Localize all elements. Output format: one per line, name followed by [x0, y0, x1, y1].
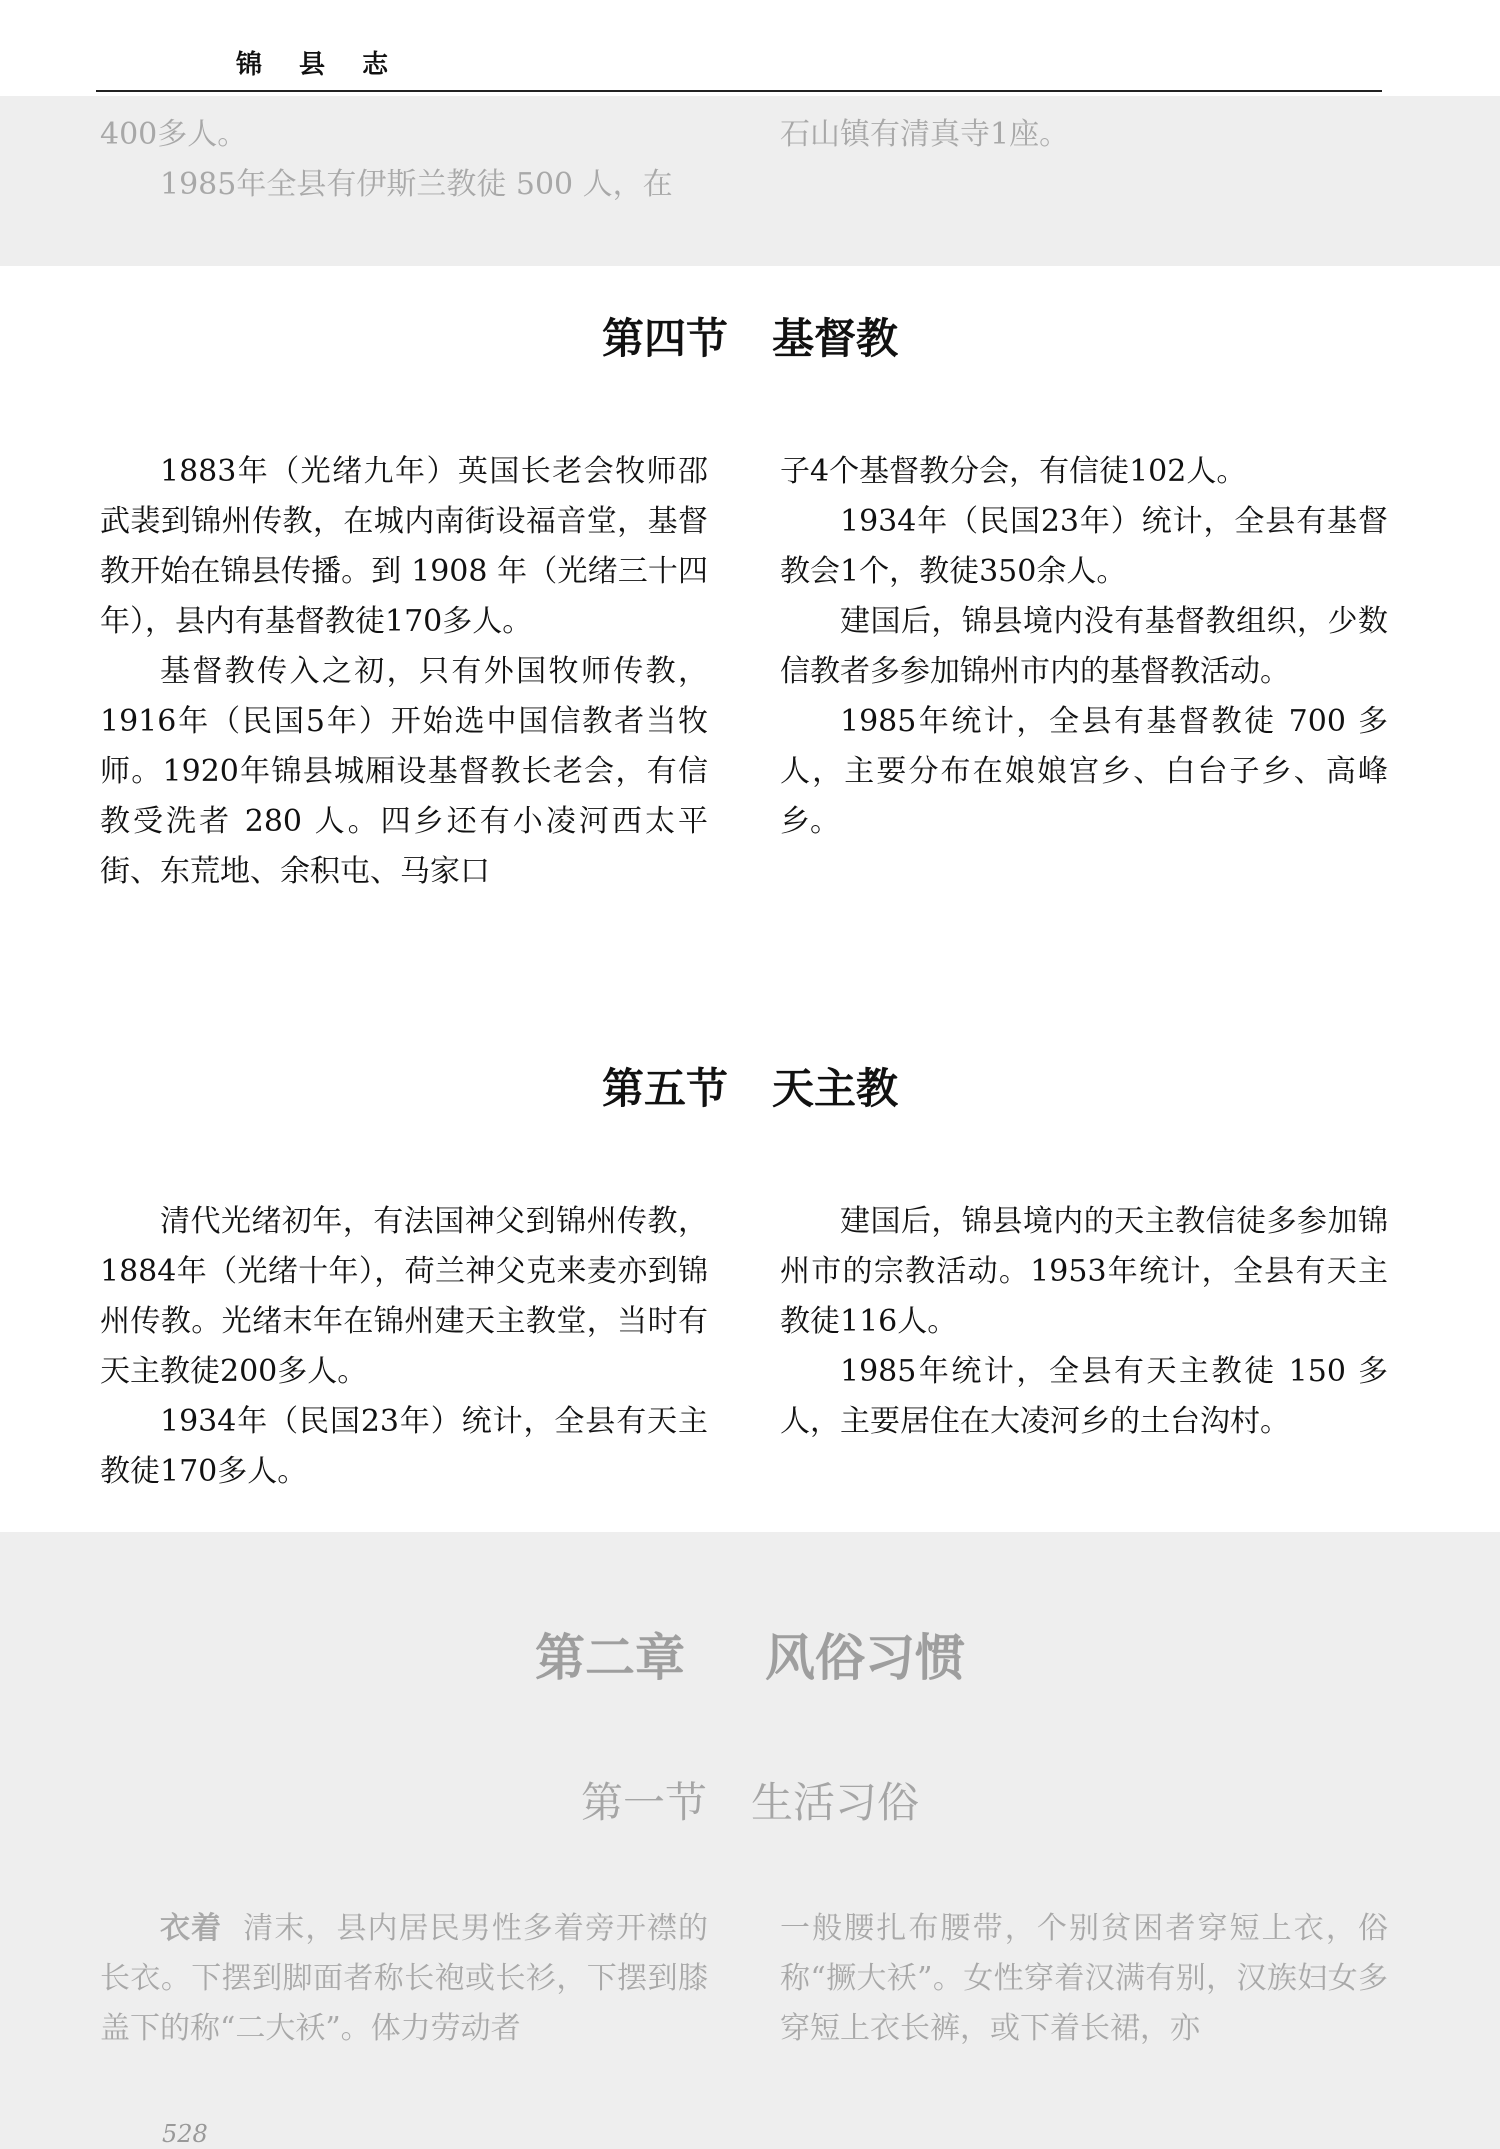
section-5-right-column [780, 1197, 1388, 1447]
fragment-line: 1985年全县有伊斯兰教徒 500 人，在 [160, 167, 673, 202]
chapter-2-title [0, 1618, 1500, 1690]
chapter-name: 风俗习惯 [765, 1628, 965, 1687]
paragraph: 1985年统计，全县有天主教徒 150 多人，主要居住在大凌河乡的土台沟村。 [780, 1354, 1388, 1439]
header-rule [96, 90, 1382, 92]
previous-fragment-right [780, 110, 1388, 160]
section-5-title [0, 1056, 1500, 1116]
section-name: 天主教 [772, 1064, 899, 1113]
section-number: 第五节 [601, 1064, 728, 1113]
previous-fragment-left [100, 110, 708, 210]
paragraph: 一般腰扎布腰带，个别贫困者穿短上衣，俗称“撅大袄”。女性穿着汉满有别，汉族妇女多穿短上衣长裤，或下着长裙，亦 [780, 1911, 1388, 2046]
paragraph: 1934年（民国23年）统计，全县有基督教会1个，教徒350余人。 [780, 504, 1388, 589]
previous-section-fragment [0, 96, 1500, 266]
section-number: 第一节 [580, 1778, 707, 1827]
paragraph: 1985年统计，全县有基督教徒 700 多人，主要分布在娘娘宫乡、白台子乡、高峰乡。 [780, 704, 1388, 839]
chapter-2-section-1-title [0, 1770, 1500, 1830]
page-number: 528 [162, 2120, 208, 2148]
paragraph: 基督教传入之初，只有外国牧师传教，1916年（民国5年）开始选中国信教者当牧师。1920年锦县城厢设基督教长老会，有信教受洗者 280 人。四乡还有小凌河西太平街、东荒地、余积屯、马家口 [100, 654, 708, 889]
chapter-number: 第二章 [535, 1628, 685, 1687]
section-number: 第四节 [601, 314, 728, 363]
book-title: 锦 县 志 [236, 50, 403, 80]
paragraph: 建国后，锦县境内的天主教信徒多参加锦州市的宗教活动。1953年统计，全县有天主教徒116人。 [780, 1204, 1388, 1339]
paragraph: 1934年（民国23年）统计，全县有天主教徒170多人。 [100, 1404, 708, 1489]
paragraph: 清代光绪初年，有法国神父到锦州传教，1884年（光绪十年），荷兰神父克来麦亦到锦州传教。光绪末年在锦州建天主教堂，当时有天主教徒200多人。 [100, 1204, 708, 1389]
next-chapter-fragment [0, 1532, 1500, 2149]
paragraph: 1883年（光绪九年）英国长老会牧师邵武裴到锦州传教，在城内南街设福音堂，基督教开始在锦县传播。到 1908 年（光绪三十四年），县内有基督教徒170多人。 [100, 454, 708, 639]
section-4-right-column [780, 447, 1388, 847]
paragraph-lead: 衣着 [160, 1911, 223, 1946]
section-4-title [0, 306, 1500, 366]
paragraph: 建国后，锦县境内没有基督教组织，少数信教者多参加锦州市内的基督教活动。 [780, 604, 1388, 689]
section-5-left-column [100, 1197, 708, 1497]
paragraph-text: 清末，县内居民男性多着旁开襟的长衣。下摆到脚面者称长袍或长衫，下摆到膝盖下的称“二大袄”。体力劳动者 [100, 1911, 709, 2046]
section-name: 基督教 [772, 314, 899, 363]
paragraph: 子4个基督教分会，有信徒102人。 [780, 454, 1247, 489]
fragment-line: 400多人。 [100, 117, 248, 152]
paragraph [100, 1904, 708, 2054]
section-4-left-column [100, 447, 708, 897]
fragment-line: 石山镇有清真寺1座。 [780, 117, 1070, 152]
chapter-2-right-column [780, 1904, 1388, 2054]
section-name: 生活习俗 [751, 1778, 920, 1827]
chapter-2-left-column [100, 1904, 708, 2054]
